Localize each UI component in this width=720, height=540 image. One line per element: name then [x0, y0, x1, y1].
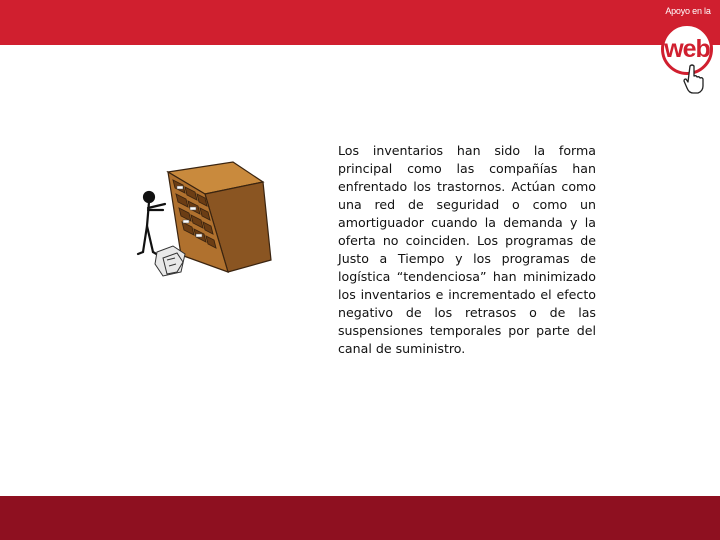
mail-sorting-illustration	[133, 160, 278, 285]
logo-word: web	[664, 35, 710, 63]
logo-caption: Apoyo en la	[665, 6, 711, 16]
header-band	[0, 0, 720, 45]
footer-band	[0, 496, 720, 540]
pointing-hand-icon	[683, 64, 705, 94]
apoyo-web-logo[interactable]	[650, 6, 720, 106]
main-paragraph: Los inventarios han sido la forma principal como las compañías han enfrentado los trastornos. Actúan como una red de seguridad o como un amortiguador cuando la demanda y la oferta no coinciden. Los programas de Justo a Tiempo y los programas de logística “tendenciosa” han minimizado los inventarios e incrementado el efecto negativo de los retrasos o de las suspensiones temporales por parte del canal de suministro.	[338, 143, 596, 356]
